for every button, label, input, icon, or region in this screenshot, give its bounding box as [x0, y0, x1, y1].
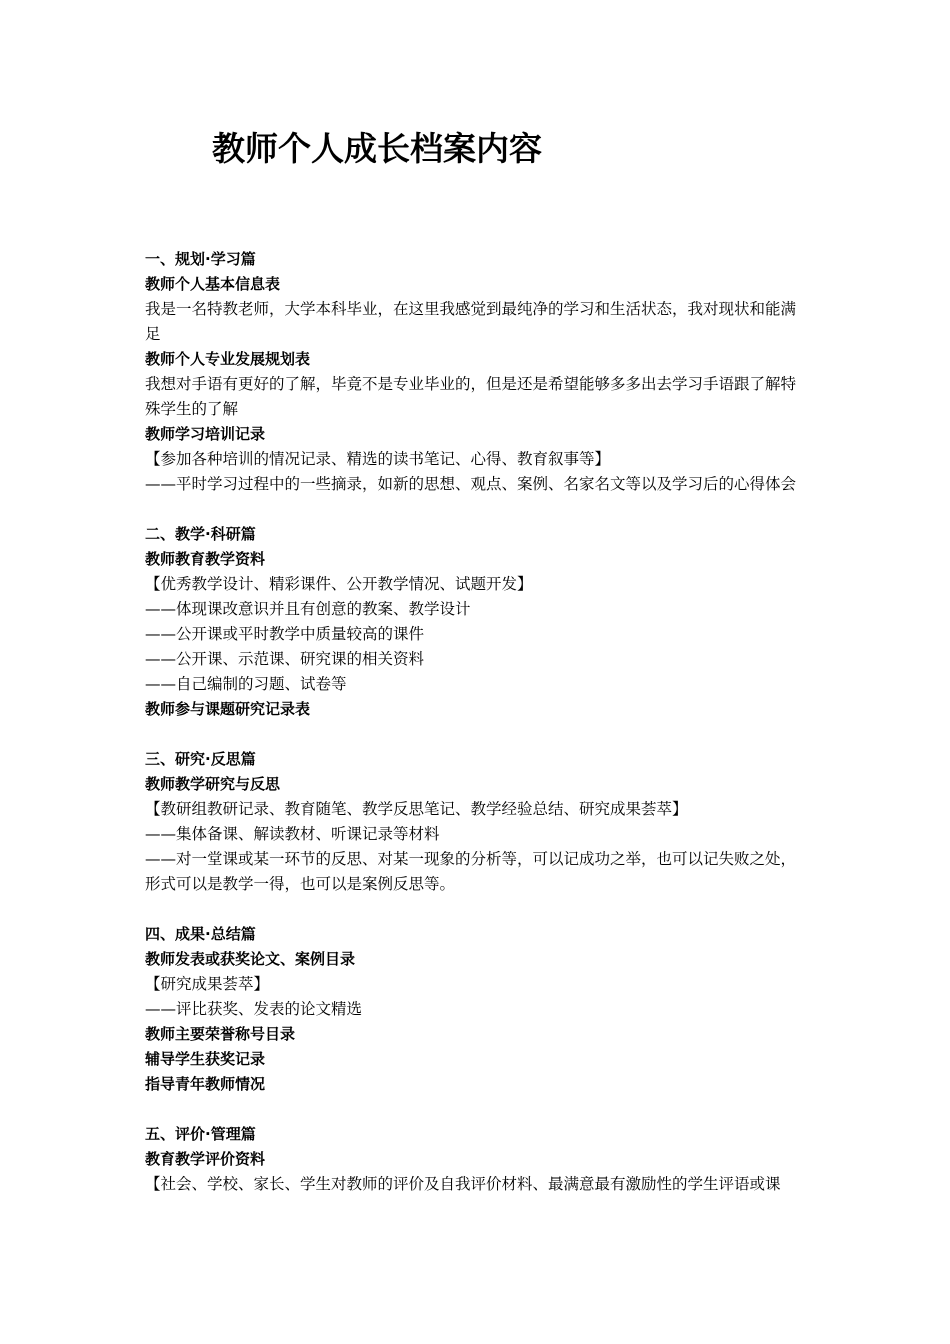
item-title: 教育教学评价资料: [145, 1150, 266, 1168]
item-title: 教师教育教学资料: [145, 550, 266, 568]
item-title: 教师个人基本信息表: [145, 275, 281, 293]
item-text: 我想对手语有更好的了解，毕竟不是专业毕业的，但是还是希望能够多多出去学习手语跟了解特殊学生的了解: [145, 375, 797, 418]
section-heading: 二、教学·科研篇: [145, 525, 256, 543]
item-text: 我是一名特教老师，大学本科毕业，在这里我感觉到最纯净的学习和生活状态，我对现状和能满足: [145, 300, 797, 343]
item-title: 教师学习培训记录: [145, 425, 266, 443]
item-text: ——体现课改意识并且有创意的教案、教学设计: [145, 600, 471, 618]
item-text: ——评比获奖、发表的论文精选: [145, 1000, 363, 1018]
item-text: 【研究成果荟萃】: [145, 975, 270, 993]
item-text: 【参加各种培训的情况记录、精选的读书笔记、心得、教育叙事等】: [145, 450, 611, 468]
document-body: [145, 247, 809, 1222]
item-title: 教师发表或获奖论文、案例目录: [145, 950, 356, 968]
item-text: 【优秀教学设计、精彩课件、公开教学情况、试题开发】: [145, 575, 533, 593]
section-research-reflection: [145, 747, 809, 897]
section-heading: 三、研究·反思篇: [145, 750, 256, 768]
item-text: ——公开课、示范课、研究课的相关资料: [145, 650, 425, 668]
item-text: ——公开课或平时教学中质量较高的课件: [145, 625, 425, 643]
section-teaching-research: [145, 522, 809, 722]
item-title: 教师参与课题研究记录表: [145, 700, 311, 718]
item-text: ——自己编制的习题、试卷等: [145, 675, 347, 693]
item-text: ——平时学习过程中的一些摘录，如新的思想、观点、案例、名家名文等以及学习后的心得体会: [145, 475, 797, 493]
section-planning-study: [145, 247, 809, 497]
item-title: 教师主要荣誉称号目录: [145, 1025, 296, 1043]
section-heading: 四、成果·总结篇: [145, 925, 256, 943]
section-results-summary: [145, 922, 809, 1097]
item-title: 指导青年教师情况: [145, 1075, 266, 1093]
item-title: 教师个人专业发展规划表: [145, 350, 311, 368]
document-title: 教师个人成长档案内容: [212, 129, 542, 168]
section-heading: 一、规划·学习篇: [145, 250, 256, 268]
item-text: 【教研组教研记录、教育随笔、教学反思笔记、教学经验总结、研究成果荟萃】: [145, 800, 688, 818]
item-text: 【社会、学校、家长、学生对教师的评价及自我评价材料、最满意最有激励性的学生评语或课: [145, 1175, 781, 1193]
item-title: 教师教学研究与反思: [145, 775, 281, 793]
item-text: ——对一堂课或某一环节的反思、对某一现象的分析等，可以记成功之举，也可以记失败之处，形式可以是教学一得，也可以是案例反思等。: [145, 850, 797, 893]
section-heading: 五、评价·管理篇: [145, 1125, 256, 1143]
item-title: 辅导学生获奖记录: [145, 1050, 266, 1068]
item-text: ——集体备课、解读教材、听课记录等材料: [145, 825, 440, 843]
section-evaluation-management: [145, 1122, 809, 1197]
